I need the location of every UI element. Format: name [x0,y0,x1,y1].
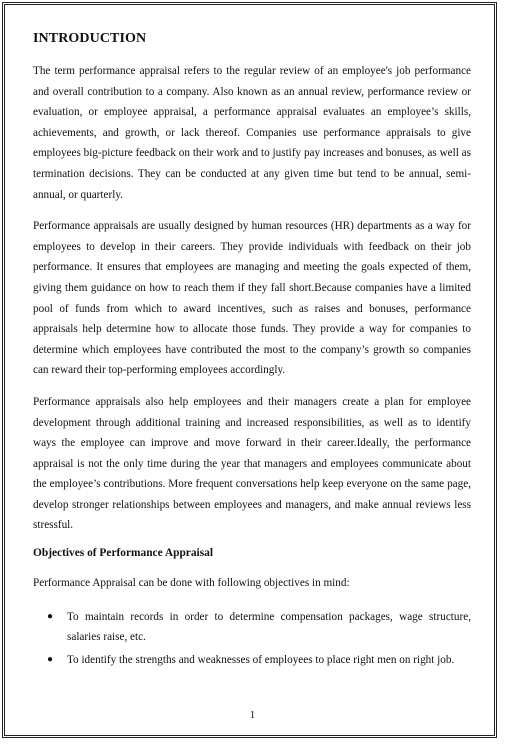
page-number: 1 [249,709,256,721]
list-item [33,650,471,671]
list-item [33,607,471,648]
intro-line: Performance Appraisal can be done with following objectives in mind: [33,577,350,590]
subsection-heading: Objectives of Performance Appraisal [33,547,213,560]
bullet-icon: ● [47,610,54,622]
paragraph: The term performance appraisal refers to the regular review of an employee's job performance and overall contribution to a company. Also known as an annual review, performance review or evaluation, or employee appraisal, a performance appraisal evaluates an employee’s skills, achievements, and growth, or lack thereof. Companies use performance appraisals to give employees big-picture feedback on their work and to justify pay increases and bonuses, as well as termination decisions. They can be conducted at any given time but tend to be annual, semi-annual, or quarterly. [33,65,471,201]
paragraph: Performance appraisals also help employees and their managers create a plan for employee development through additional training and increased responsibilities, as well as to identify ways the employee can improve and move forward in their career.Ideally, the performance appraisal is not the only time during the year that managers and employees communicate about the employee’s contributions. More frequent conversations help keep everyone on the same page, develop stronger relationships between employees and managers, and make annual reviews less stressful. [33,395,471,532]
list-item-text: To identify the strengths and weaknesses of employees to place right men on right job. [67,653,455,666]
section-heading: INTRODUCTION [33,31,147,46]
list-item-text: To maintain records in order to determine compensation packages, wage structure, salaries raise, etc. [67,610,471,644]
paragraph: Performance appraisals are usually designed by human resources (HR) departments as a way for employees to develop in their careers. They provide individuals with feedback on their job performance. It ensures that employees are managing and meeting the goals expected of them, giving them guidance on how to reach them if they fall short.Because companies have a limited pool of funds from which to award incentives, such as raises and bonuses, performance appraisals help determine how to allocate those funds. They provide a way for companies to determine which employees have contributed the most to the company’s growth so companies can reward their top-performing employees accordingly. [33,220,471,377]
objectives-list [33,607,471,671]
document-body [33,31,471,672]
bullet-icon: ● [47,653,54,665]
